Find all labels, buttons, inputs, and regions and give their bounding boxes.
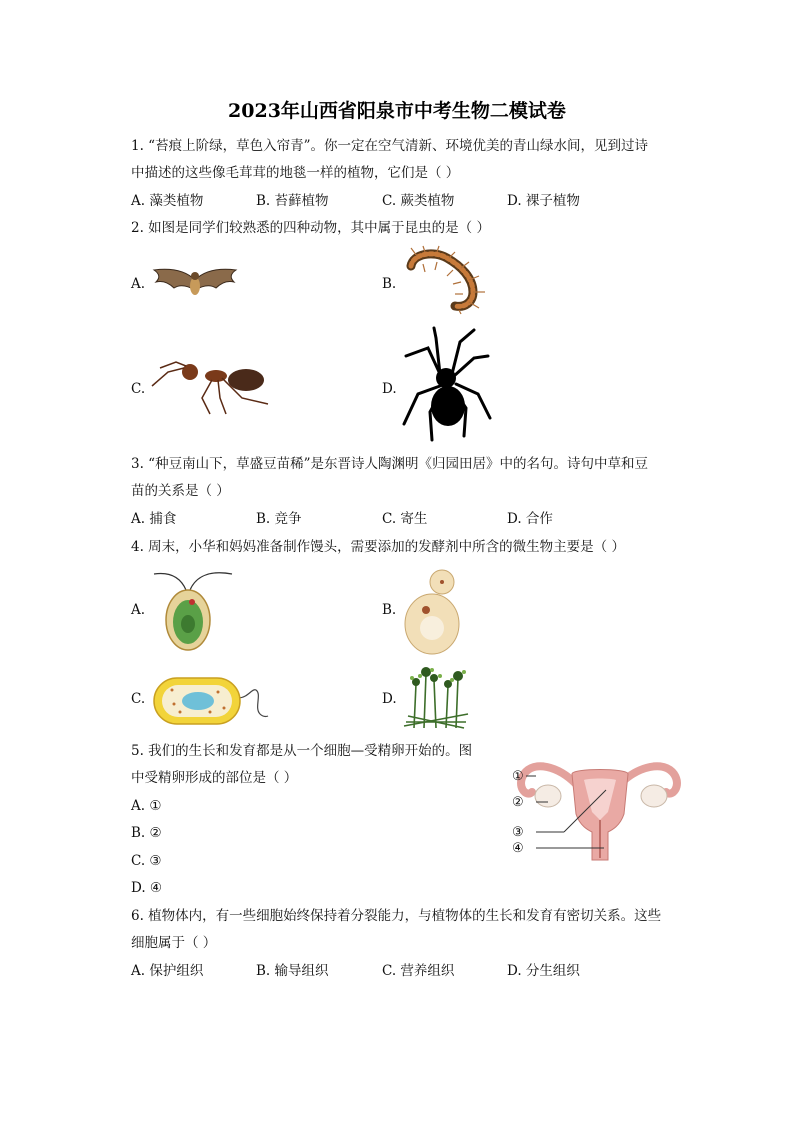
q3-option-b[interactable]: B. 竞争 bbox=[256, 511, 302, 527]
figure-label-2: ② bbox=[512, 795, 524, 810]
yeast-icon bbox=[402, 566, 466, 656]
q6-option-d[interactable]: D. 分生组织 bbox=[507, 963, 580, 979]
figure-label-3: ③ bbox=[512, 825, 524, 840]
q5-stem-line2: 中受精卵形成的部位是（ ） bbox=[131, 770, 298, 786]
q3-option-c[interactable]: C. 寄生 bbox=[382, 511, 428, 527]
ant-icon bbox=[150, 358, 272, 416]
centipede-icon bbox=[403, 248, 493, 314]
q1-option-b[interactable]: B. 苔藓植物 bbox=[256, 193, 329, 209]
page-title: 2023年山西省阳泉市中考生物二模试卷 bbox=[228, 100, 566, 122]
q1-option-a[interactable]: A. 藻类植物 bbox=[131, 193, 204, 209]
bat-icon bbox=[150, 262, 240, 302]
q6-option-c[interactable]: C. 营养组织 bbox=[382, 963, 455, 979]
q2-option-a[interactable]: A. bbox=[131, 276, 146, 292]
q3-option-a[interactable]: A. 捕食 bbox=[131, 511, 177, 527]
q2-option-d[interactable]: D. bbox=[382, 381, 397, 397]
q5-option-a[interactable]: A. ① bbox=[131, 798, 162, 814]
q5-option-d[interactable]: D. ④ bbox=[131, 880, 163, 896]
q5-stem-line1: 5. 我们的生长和发育都是从一个细胞—受精卵开始的。图 bbox=[131, 743, 473, 759]
q2-stem-line1: 2. 如图是同学们较熟悉的四种动物，其中属于昆虫的是（ ） bbox=[131, 220, 490, 236]
q6-option-b[interactable]: B. 输导组织 bbox=[256, 963, 329, 979]
q4-option-c[interactable]: C. bbox=[131, 691, 146, 707]
q6-option-a[interactable]: A. 保护组织 bbox=[131, 963, 204, 979]
q1-option-d[interactable]: D. 裸子植物 bbox=[507, 193, 580, 209]
euglena-icon bbox=[152, 566, 234, 652]
q3-option-d[interactable]: D. 合作 bbox=[507, 511, 553, 527]
figure-label-4: ④ bbox=[512, 841, 524, 856]
q6-stem-line2: 细胞属于（ ） bbox=[131, 935, 217, 951]
q1-stem-line1: 1. “苔痕上阶绿，草色入帘青”。你一定在空气清新、环境优美的青山绿水间，见到过诗 bbox=[131, 138, 648, 154]
q4-stem-line1: 4. 周末，小华和妈妈准备制作馒头，需要添加的发酵剂中所含的微生物主要是（ ） bbox=[131, 539, 625, 555]
q4-option-b[interactable]: B. bbox=[382, 602, 397, 618]
q4-option-d[interactable]: D. bbox=[382, 691, 397, 707]
female-reproductive-system-figure bbox=[508, 754, 694, 860]
q2-option-b[interactable]: B. bbox=[382, 276, 397, 292]
q1-option-c[interactable]: C. 蕨类植物 bbox=[382, 193, 455, 209]
figure-label-1: ① bbox=[512, 769, 524, 784]
q4-option-a[interactable]: A. bbox=[131, 602, 146, 618]
q3-stem-line1: 3. “种豆南山下，草盛豆苗稀”是东晋诗人陶渊明《归园田居》中的名句。诗句中草和豆 bbox=[131, 456, 648, 472]
mold-icon bbox=[404, 664, 468, 730]
spider-icon bbox=[400, 328, 492, 442]
bacterium-icon bbox=[152, 668, 268, 730]
q5-option-b[interactable]: B. ② bbox=[131, 825, 162, 841]
q5-option-c[interactable]: C. ③ bbox=[131, 853, 162, 869]
q6-stem-line1: 6. 植物体内，有一些细胞始终保持着分裂能力，与植物体的生长和发育有密切关系。这些 bbox=[131, 908, 662, 924]
q2-option-c[interactable]: C. bbox=[131, 381, 146, 397]
q3-stem-line2: 苗的关系是（ ） bbox=[131, 483, 230, 499]
q1-stem-line2: 中描述的这些像毛茸茸的地毯一样的植物，它们是（ ） bbox=[131, 165, 460, 181]
